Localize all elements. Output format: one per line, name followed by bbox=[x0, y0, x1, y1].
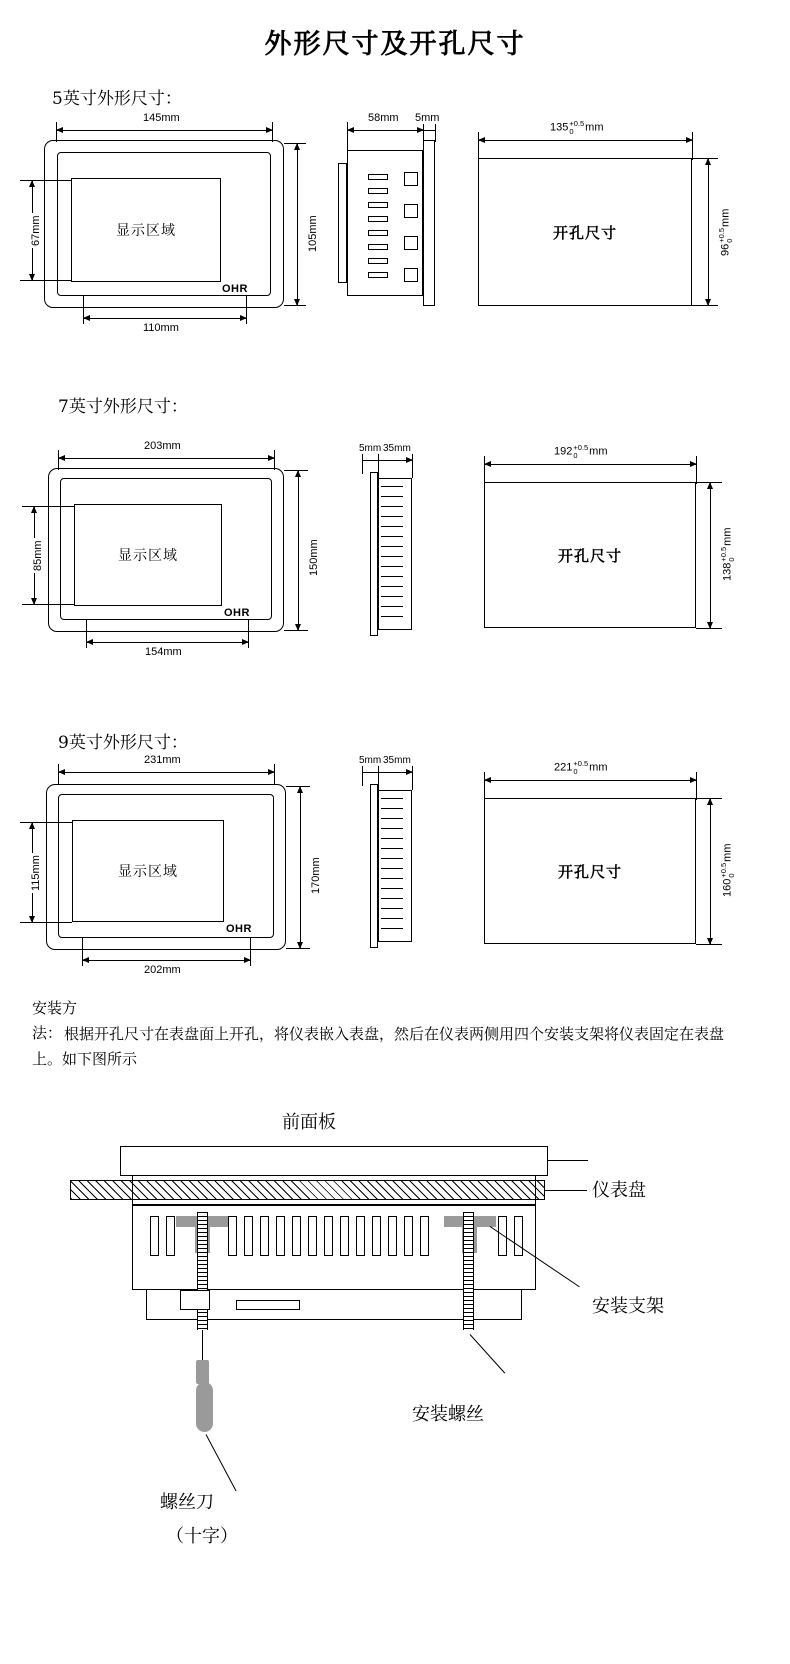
instrument-neck bbox=[132, 1176, 536, 1206]
arrow bbox=[707, 938, 713, 945]
side-view-front-plate-7inch bbox=[370, 472, 378, 636]
terminal-tick bbox=[381, 536, 403, 537]
terminal-slot bbox=[368, 188, 388, 194]
cutout-height-tolerance-7inch: +0.5 0 bbox=[719, 546, 736, 562]
terminal-tick bbox=[381, 848, 403, 849]
dim-cutout-height-7inch bbox=[720, 526, 735, 584]
body-fin bbox=[324, 1216, 333, 1256]
terminal-tick bbox=[381, 576, 403, 577]
terminal-tick bbox=[381, 496, 403, 497]
arrow bbox=[242, 639, 249, 645]
terminal-tick bbox=[381, 596, 403, 597]
arrow bbox=[31, 506, 37, 513]
terminal-tick bbox=[381, 808, 403, 809]
cutout-height-unit-9inch: mm bbox=[721, 843, 734, 862]
dim-line-front-thickness-5inch bbox=[423, 130, 436, 131]
terminal-tick bbox=[381, 798, 403, 799]
terminal-tick bbox=[381, 908, 403, 909]
dim-inner-width-7inch: 154mm bbox=[145, 646, 182, 658]
dim-inner-height-5inch: 67mm bbox=[30, 215, 42, 246]
dim-line-front-thickness-9inch bbox=[362, 772, 379, 773]
dim-inner-width-5inch: 110mm bbox=[143, 322, 179, 334]
terminal-tick bbox=[381, 878, 403, 879]
dim-line-outer-width-7inch bbox=[58, 458, 275, 459]
dim-inner-width-9inch: 202mm bbox=[144, 964, 181, 976]
arrow bbox=[266, 127, 273, 133]
rear-connector-bar bbox=[236, 1300, 300, 1310]
body-fin bbox=[228, 1216, 237, 1256]
dim-front-thickness-7inch: 5mm bbox=[359, 443, 382, 454]
arrow bbox=[690, 777, 697, 783]
terminal-block bbox=[404, 268, 418, 282]
rear-connector-box bbox=[180, 1290, 210, 1310]
leader-line-screw bbox=[470, 1334, 506, 1373]
mounting-screw-left bbox=[197, 1212, 208, 1330]
arrow bbox=[705, 158, 711, 165]
leader-line-screwdriver bbox=[206, 1434, 237, 1491]
body-fin bbox=[276, 1216, 285, 1256]
dim-cutout-height-9inch bbox=[720, 842, 735, 900]
body-fin bbox=[404, 1216, 413, 1256]
screwdriver-shaft bbox=[196, 1360, 209, 1384]
dim-line-outer-width-9inch bbox=[58, 772, 275, 773]
dim-depth-5inch: 58mm bbox=[368, 112, 399, 124]
cutout-width-unit-7inch: mm bbox=[589, 445, 608, 458]
dim-outer-width-5inch: 145mm bbox=[143, 112, 180, 124]
terminal-tick bbox=[381, 616, 403, 617]
section-heading-5inch: 5英寸外形尺寸： bbox=[52, 89, 182, 109]
arrow bbox=[484, 777, 491, 783]
ext-line bbox=[362, 452, 363, 474]
section-heading-9inch: 9英寸外形尺寸： bbox=[58, 733, 188, 753]
arrow bbox=[31, 598, 37, 605]
dim-depth-7inch: 35mm bbox=[383, 443, 411, 454]
arrow bbox=[86, 639, 93, 645]
dim-line-inner-width-5inch bbox=[83, 318, 247, 319]
arrow bbox=[297, 786, 303, 793]
cutout-height-value-9inch: 160 bbox=[721, 878, 734, 897]
instrument-body-top-edge bbox=[132, 1204, 536, 1206]
body-fin bbox=[260, 1216, 269, 1256]
arrow bbox=[29, 916, 35, 923]
arrow bbox=[705, 299, 711, 306]
arrow bbox=[268, 769, 275, 775]
arrow bbox=[240, 315, 247, 321]
front-view-screen-7inch: 显示区域 bbox=[74, 504, 222, 606]
ext-line bbox=[378, 452, 379, 478]
dim-depth-9inch: 35mm bbox=[383, 755, 411, 766]
terminal-tick bbox=[381, 868, 403, 869]
dim-cutout-height-5inch bbox=[718, 207, 733, 258]
terminal-slot bbox=[368, 258, 388, 264]
cutout-height-tolerance-5inch: +0.5 0 bbox=[717, 227, 734, 243]
body-fin bbox=[150, 1216, 159, 1256]
dim-front-thickness-9inch: 5mm bbox=[359, 755, 382, 766]
cutout-width-unit-5inch: mm bbox=[585, 121, 604, 134]
dim-line-outer-height-7inch bbox=[298, 470, 299, 631]
label-screwdriver: 螺丝刀 bbox=[160, 1492, 214, 1513]
body-fin bbox=[166, 1216, 175, 1256]
dim-line-cutout-width-5inch bbox=[478, 140, 693, 141]
terminal-tick bbox=[381, 858, 403, 859]
arrow bbox=[268, 455, 275, 461]
terminal-tick bbox=[381, 918, 403, 919]
side-view-front-plate-5inch bbox=[423, 140, 435, 306]
body-fin bbox=[356, 1216, 365, 1256]
leader-line-panel-board bbox=[545, 1190, 587, 1191]
dim-line-depth-5inch bbox=[347, 130, 424, 131]
label-screw: 安装螺丝 bbox=[412, 1404, 484, 1425]
dim-inner-height-7inch: 85mm bbox=[32, 540, 44, 571]
arrow bbox=[347, 127, 354, 133]
section-heading-7inch: 7英寸外形尺寸： bbox=[58, 397, 188, 417]
dim-cutout-width-9inch bbox=[552, 760, 610, 775]
arrow bbox=[244, 957, 251, 963]
arrow bbox=[484, 461, 491, 467]
terminal-slot bbox=[368, 202, 388, 208]
body-fin bbox=[420, 1216, 429, 1256]
arrow bbox=[297, 942, 303, 949]
leader-line-front-panel bbox=[548, 1160, 588, 1161]
dim-line-inner-width-9inch bbox=[82, 960, 251, 961]
cutout-height-unit-5inch: mm bbox=[719, 208, 732, 227]
arrow bbox=[294, 143, 300, 150]
arrow bbox=[29, 274, 35, 281]
ext-line bbox=[378, 764, 379, 790]
terminal-tick bbox=[381, 838, 403, 839]
cutout-height-tolerance-9inch: +0.5 0 bbox=[719, 862, 736, 878]
terminal-tick bbox=[381, 818, 403, 819]
side-view-front-plate-9inch bbox=[370, 784, 378, 948]
arrow bbox=[406, 457, 413, 463]
terminal-slot bbox=[368, 216, 388, 222]
terminal-tick bbox=[381, 566, 403, 567]
arrow bbox=[295, 624, 301, 631]
body-fin bbox=[372, 1216, 381, 1256]
dim-outer-width-9inch: 231mm bbox=[144, 754, 181, 766]
dim-line-cutout-width-9inch bbox=[484, 780, 697, 781]
front-view-screen-5inch: 显示区域 bbox=[71, 178, 221, 282]
body-fin bbox=[340, 1216, 349, 1256]
terminal-tick bbox=[381, 898, 403, 899]
arrow bbox=[29, 180, 35, 187]
dim-outer-height-9inch: 170mm bbox=[310, 857, 322, 894]
terminal-tick bbox=[381, 516, 403, 517]
label-front-panel: 前面板 bbox=[282, 1112, 336, 1133]
cutout-height-value-5inch: 96 bbox=[719, 243, 732, 256]
dim-inner-height-9inch: 115mm bbox=[30, 855, 42, 891]
arrow bbox=[29, 822, 35, 829]
terminal-slot bbox=[368, 272, 388, 278]
label-panel-board: 仪表盘 bbox=[592, 1180, 646, 1201]
dim-line-inner-width-7inch bbox=[86, 642, 249, 643]
body-fin bbox=[514, 1216, 523, 1256]
dim-outer-width-7inch: 203mm bbox=[144, 440, 181, 452]
cutout-rect-7inch: 开孔尺寸 bbox=[484, 482, 696, 628]
arrow bbox=[295, 470, 301, 477]
terminal-slot bbox=[368, 230, 388, 236]
terminal-tick bbox=[381, 888, 403, 889]
cutout-height-value-7inch: 138 bbox=[721, 562, 734, 581]
ext-line bbox=[435, 122, 436, 142]
arrow bbox=[56, 127, 63, 133]
terminal-tick bbox=[381, 828, 403, 829]
dim-line-outer-height-9inch bbox=[300, 786, 301, 949]
arrow bbox=[58, 455, 65, 461]
dim-front-thickness-5inch: 5mm bbox=[415, 112, 440, 124]
cutout-width-value-7inch: 192 bbox=[554, 445, 573, 458]
mounting-screw-right bbox=[463, 1212, 474, 1330]
install-heading: 安装方法： bbox=[32, 999, 78, 1042]
arrow bbox=[686, 137, 693, 143]
ext-line bbox=[362, 764, 363, 786]
cutout-width-tolerance-9inch: +0.5 0 bbox=[573, 759, 589, 776]
terminal-tick bbox=[381, 526, 403, 527]
arrow bbox=[707, 622, 713, 629]
terminal-tick bbox=[381, 556, 403, 557]
front-panel-bar bbox=[120, 1146, 548, 1176]
terminal-slot bbox=[368, 244, 388, 250]
terminal-tick bbox=[381, 606, 403, 607]
arrow bbox=[58, 769, 65, 775]
terminal-slot bbox=[368, 174, 388, 180]
terminal-tick bbox=[381, 928, 403, 929]
cutout-rect-5inch: 开孔尺寸 bbox=[478, 158, 692, 306]
brand-logo-9inch: OHR bbox=[226, 923, 252, 935]
dim-cutout-width-7inch bbox=[552, 444, 610, 459]
arrow bbox=[294, 299, 300, 306]
cutout-rect-9inch: 开孔尺寸 bbox=[484, 798, 696, 944]
dim-outer-height-7inch: 150mm bbox=[308, 539, 320, 576]
dim-line-cutout-width-7inch bbox=[484, 464, 697, 465]
arrow bbox=[82, 957, 89, 963]
brand-logo-7inch: OHR bbox=[224, 607, 250, 619]
dim-line-outer-height-5inch bbox=[297, 143, 298, 306]
body-fin bbox=[244, 1216, 253, 1256]
cutout-width-value-9inch: 221 bbox=[554, 761, 573, 774]
label-bracket: 安装支架 bbox=[592, 1296, 664, 1317]
label-screwdriver-type: （十字） bbox=[166, 1526, 238, 1547]
dim-line-front-thickness-7inch bbox=[362, 460, 379, 461]
dim-line-cutout-height-9inch bbox=[710, 798, 711, 945]
body-fin bbox=[292, 1216, 301, 1256]
dim-line-outer-width-5inch bbox=[56, 130, 273, 131]
terminal-tick bbox=[381, 586, 403, 587]
screwdriver-handle bbox=[196, 1382, 213, 1432]
screwdriver-tip-line bbox=[202, 1330, 203, 1364]
arrow bbox=[707, 482, 713, 489]
body-fin bbox=[388, 1216, 397, 1256]
cutout-height-unit-7inch: mm bbox=[721, 527, 734, 546]
terminal-tick bbox=[381, 486, 403, 487]
dim-line-cutout-height-5inch bbox=[708, 158, 709, 306]
body-fin bbox=[308, 1216, 317, 1256]
front-view-screen-9inch: 显示区域 bbox=[72, 820, 224, 922]
terminal-tick bbox=[381, 546, 403, 547]
install-paragraph: 根据开孔尺寸在表盘面上开孔，将仪表嵌入表盘，然后在仪表两侧用四个安装支架将仪表固定在表盘上。如下图所示 bbox=[32, 1025, 725, 1068]
dim-cutout-width-5inch bbox=[548, 120, 606, 135]
arrow bbox=[83, 315, 90, 321]
cutout-width-tolerance-5inch: +0.5 0 bbox=[569, 119, 585, 136]
arrow bbox=[707, 798, 713, 805]
terminal-block bbox=[404, 172, 418, 186]
dim-outer-height-5inch: 105mm bbox=[307, 215, 319, 252]
cutout-width-tolerance-7inch: +0.5 0 bbox=[573, 443, 589, 460]
side-view-back-5inch bbox=[338, 163, 347, 283]
arrow bbox=[406, 769, 413, 775]
cutout-width-unit-9inch: mm bbox=[589, 761, 608, 774]
dim-line-cutout-height-7inch bbox=[710, 482, 711, 629]
arrow bbox=[478, 137, 485, 143]
terminal-block bbox=[404, 236, 418, 250]
terminal-block bbox=[404, 204, 418, 218]
cutout-width-value-5inch: 135 bbox=[550, 121, 569, 134]
arrow bbox=[690, 461, 697, 467]
terminal-tick bbox=[381, 506, 403, 507]
page-title: 外形尺寸及开孔尺寸 bbox=[264, 29, 526, 60]
brand-logo-5inch: OHR bbox=[222, 283, 248, 295]
